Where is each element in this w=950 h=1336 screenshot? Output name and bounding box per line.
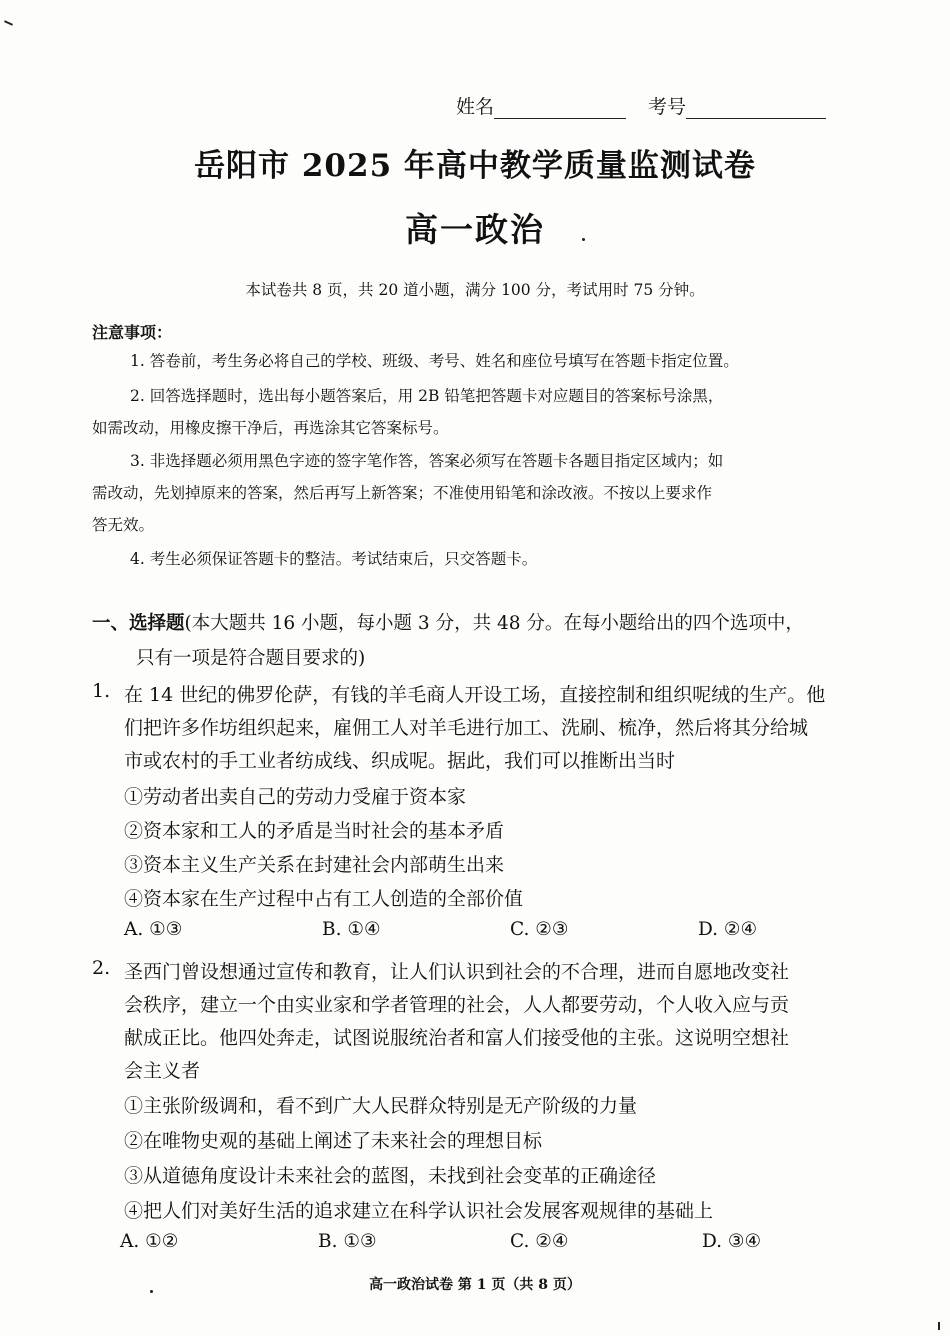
name-blank[interactable] — [494, 98, 626, 119]
note-line: 2. 回答选择题时，选出每小题答案后，用 2B 铅笔把答题卡对应题目的答案标号涂黑， — [130, 387, 724, 405]
scan-mark — [4, 20, 13, 26]
section-heading — [92, 609, 804, 635]
answer-choice-d[interactable]: D. ②④ — [698, 919, 758, 940]
note-line: 答无效。 — [92, 516, 155, 534]
statement-option: ④资本家在生产过程中占有工人创造的全部价值 — [124, 888, 524, 910]
exam-no-label: 考号 — [648, 96, 687, 118]
answer-choice-b[interactable]: B. ①④ — [322, 919, 381, 940]
exam-title: 岳阳市 2025 年高中教学质量监测试卷 — [194, 148, 756, 184]
note-line: 1. 答卷前，考生务必将自己的学校、班级、考号、姓名和座位号填写在答题卡指定位置。 — [130, 352, 739, 370]
answer-choice-c[interactable]: C. ②④ — [510, 1231, 569, 1252]
statement-option: ④把人们对美好生活的追求建立在科学认识社会发展客观规律的基础上 — [124, 1200, 714, 1222]
section-number: 一、 — [92, 613, 130, 634]
name-label: 姓名 — [456, 96, 495, 118]
question-stem-line: 们把许多作坊组织起来，雇佣工人对羊毛进行加工、洗刷、梳净，然后将其分给城 — [124, 717, 809, 739]
question-stem-line: 市或农村的手工业者纺成线、织成呢。据此，我们可以推断出当时 — [124, 750, 676, 772]
student-info-fields — [456, 92, 826, 119]
section-name: 选择题 — [129, 613, 185, 634]
note-line: 3. 非选择题必须用黑色字迹的签字笔作答，答案必须写在答题卡各题目指定区域内；如 — [130, 452, 724, 470]
answer-choice-a[interactable]: A. ①② — [120, 1231, 179, 1252]
page-footer: 高一政治试卷 第 1 页（共 8 页） — [369, 1277, 581, 1293]
note-line: 需改动，先划掉原来的答案，然后再写上新答案；不准使用铅笔和涂改液。不按以上要求作 — [92, 484, 713, 502]
statement-option: ①主张阶级调和，看不到广大人民群众特别是无产阶级的力量 — [124, 1095, 638, 1117]
statement-option: ②资本家和工人的矛盾是当时社会的基本矛盾 — [124, 820, 505, 842]
notes-heading: 注意事项： — [92, 323, 173, 342]
question-stem-line: 会主义者 — [124, 1060, 201, 1082]
answer-choice-a[interactable]: A. ①③ — [124, 919, 183, 940]
section-desc: (本大题共 16 小题，每小题 3 分，共 48 分。在每小题给出的四个选项中， — [184, 613, 804, 634]
answer-choice-c[interactable]: C. ②③ — [510, 919, 569, 940]
exam-no-blank[interactable] — [686, 98, 826, 119]
statement-option: ③资本主义生产关系在封建社会内部萌生出来 — [124, 854, 505, 876]
answer-choice-d[interactable]: D. ③④ — [702, 1231, 762, 1252]
note-line: 4. 考生必须保证答题卡的整洁。考试结束后，只交答题卡。 — [130, 550, 538, 568]
scan-dot — [150, 1290, 153, 1293]
statement-option: ②在唯物史观的基础上阐述了未来社会的理想目标 — [124, 1130, 543, 1152]
scan-dot — [582, 238, 585, 241]
exam-info: 本试卷共 8 页，共 20 道小题，满分 100 分，考试用时 75 分钟。 — [245, 281, 705, 299]
scan-mark — [938, 1322, 940, 1330]
subject-title: 高一政治 — [405, 210, 545, 249]
statement-option: ①劳动者出卖自己的劳动力受雇于资本家 — [124, 786, 467, 808]
statement-option: ③从道德角度设计未来社会的蓝图，未找到社会变革的正确途径 — [124, 1165, 657, 1187]
section-desc-cont: 只有一项是符合题目要求的) — [136, 648, 366, 669]
question-stem-line: 会秩序，建立一个由实业家和学者管理的社会，人人都要劳动，个人收入应与贡 — [124, 994, 790, 1016]
answer-choice-b[interactable]: B. ①③ — [318, 1231, 377, 1252]
question-number: 2. — [92, 957, 111, 979]
question-stem-line: 在 14 世纪的佛罗伦萨，有钱的羊毛商人开设工场，直接控制和组织呢绒的生产。他 — [124, 684, 826, 706]
question-stem-line: 献成正比。他四处奔走，试图说服统治者和富人们接受他的主张。这说明空想社 — [124, 1027, 790, 1049]
question-stem-line: 圣西门曾设想通过宣传和教育，让人们认识到社会的不合理，进而自愿地改变社 — [124, 961, 790, 983]
question-number: 1. — [92, 680, 111, 702]
note-line: 如需改动，用橡皮擦干净后，再选涂其它答案标号。 — [92, 419, 449, 437]
